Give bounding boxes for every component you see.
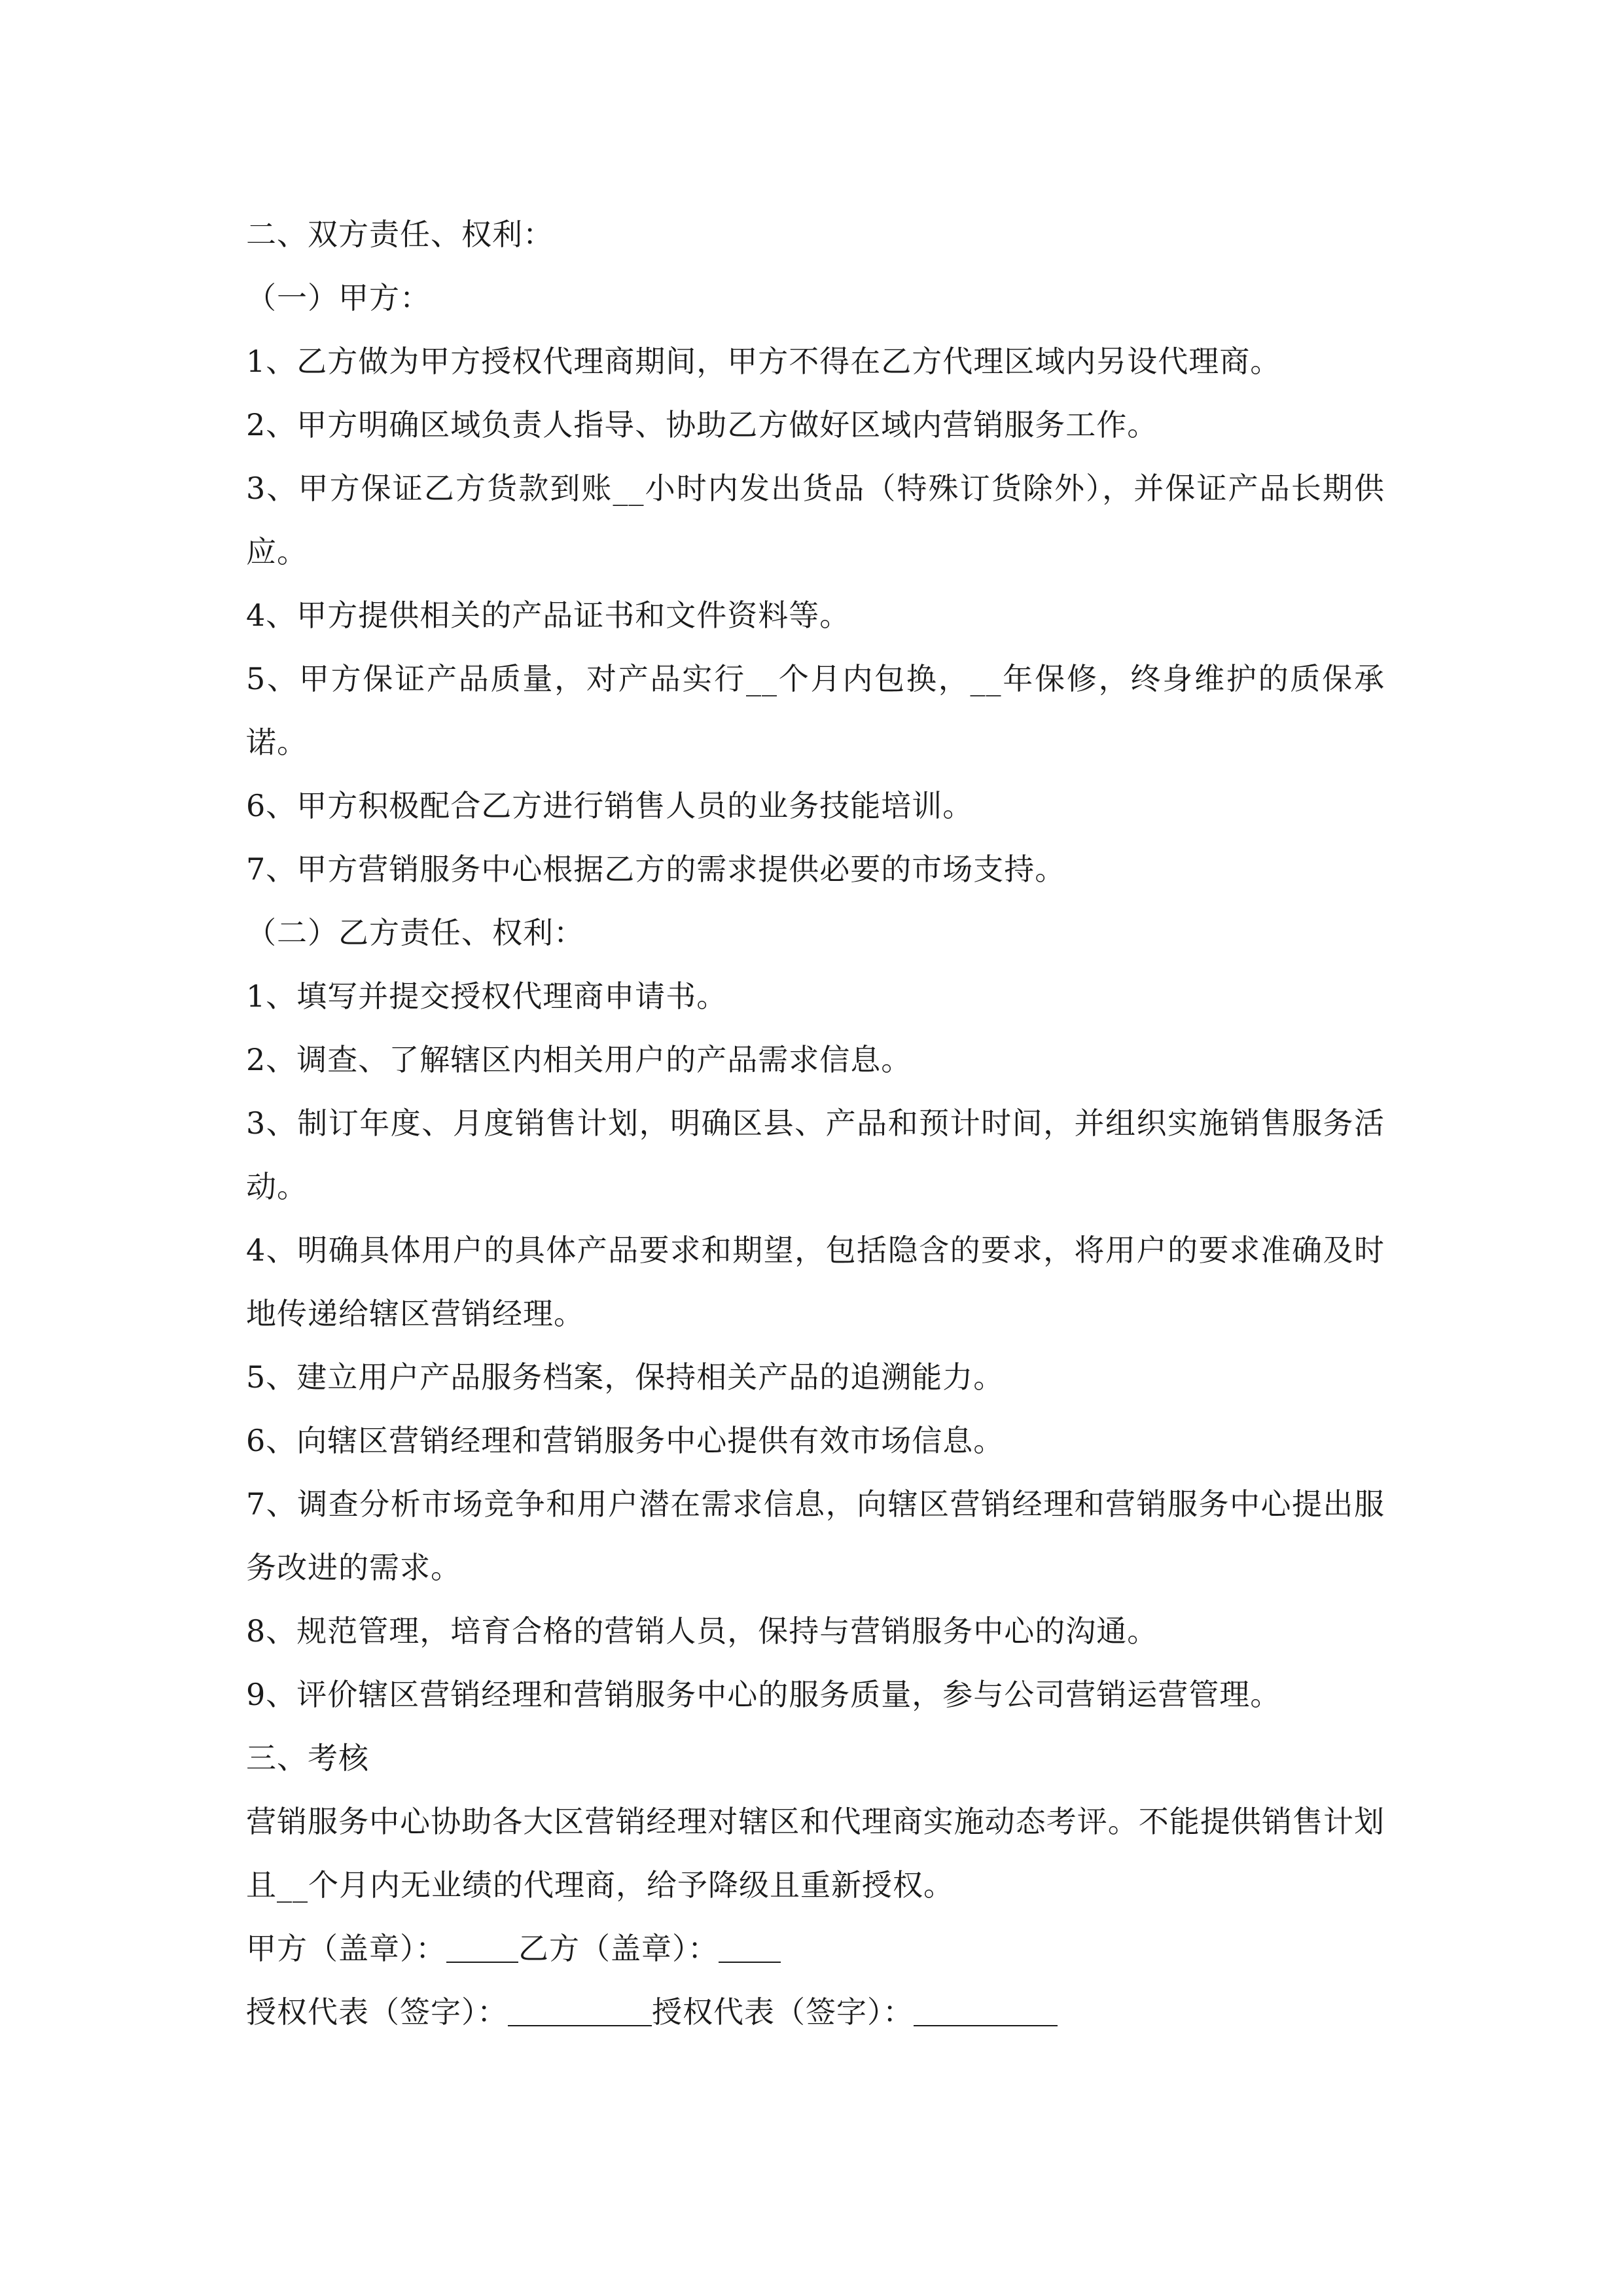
rep-b-label: 授权代表（签字）：	[652, 1994, 914, 2030]
party-a-seal-blank	[446, 1962, 518, 1963]
document-body	[246, 203, 1385, 2044]
party-a-item-7: 7、甲方营销服务中心根据乙方的需求提供必要的市场支持。	[246, 852, 1066, 887]
party-b-item-4: 4、明确具体用户的具体产品要求和期望，包括隐含的要求，将用户的要求准确及时地传递给辖区营销经理。	[246, 1232, 1385, 1331]
rep-b-signature-blank	[914, 2025, 1058, 2026]
party-b-heading: （二）乙方责任、权利：	[246, 915, 584, 950]
section-3-title: 三、考核	[246, 1740, 369, 1776]
party-a-item-3: 3、甲方保证乙方货款到账__小时内发出货品（特殊订货除外），并保证产品长期供应。	[246, 471, 1385, 569]
party-a-item-5: 5、甲方保证产品质量，对产品实行__个月内包换，__年保修，终身维护的质保承诺。	[246, 661, 1385, 760]
party-a-item-1: 1、乙方做为甲方授权代理商期间，甲方不得在乙方代理区域内另设代理商。	[246, 344, 1281, 379]
seal-line	[246, 1917, 1385, 1981]
party-a-heading: （一）甲方：	[246, 280, 431, 315]
party-b-item-1: 1、填写并提交授权代理商申请书。	[246, 978, 728, 1014]
party-b-item-7: 7、调查分析市场竞争和用户潜在需求信息，向辖区营销经理和营销服务中心提出服务改进的需求。	[246, 1486, 1385, 1585]
party-b-item-8: 8、规范管理，培育合格的营销人员，保持与营销服务中心的沟通。	[246, 1613, 1158, 1649]
party-a-item-2: 2、甲方明确区域负责人指导、协助乙方做好区域内营销服务工作。	[246, 407, 1158, 442]
party-a-item-6: 6、甲方积极配合乙方进行销售人员的业务技能培训。	[246, 788, 974, 823]
rep-a-signature-blank	[508, 2025, 652, 2026]
party-a-seal-label: 甲方（盖章）：	[246, 1931, 446, 1966]
section-2-title: 二、双方责任、权利：	[246, 217, 554, 252]
party-b-item-3: 3、制订年度、月度销售计划，明确区县、产品和预计时间，并组织实施销售服务活动。	[246, 1105, 1385, 1204]
rep-a-label: 授权代表（签字）：	[246, 1994, 508, 2030]
party-b-item-9: 9、评价辖区营销经理和营销服务中心的服务质量，参与公司营销运营管理。	[246, 1677, 1281, 1712]
party-b-item-6: 6、向辖区营销经理和营销服务中心提供有效市场信息。	[246, 1423, 1005, 1458]
party-a-item-4: 4、甲方提供相关的产品证书和文件资料等。	[246, 598, 851, 633]
signature-line	[246, 1981, 1385, 2044]
section-3-body: 营销服务中心协助各大区营销经理对辖区和代理商实施动态考评。不能提供销售计划且__个月内无业绩的代理商，给予降级且重新授权。	[246, 1804, 1385, 1903]
party-b-seal-blank	[719, 1962, 781, 1963]
party-b-item-5: 5、建立用户产品服务档案，保持相关产品的追溯能力。	[246, 1359, 1005, 1395]
party-b-seal-label: 乙方（盖章）：	[518, 1931, 719, 1966]
party-b-item-2: 2、调查、了解辖区内相关用户的产品需求信息。	[246, 1042, 912, 1077]
